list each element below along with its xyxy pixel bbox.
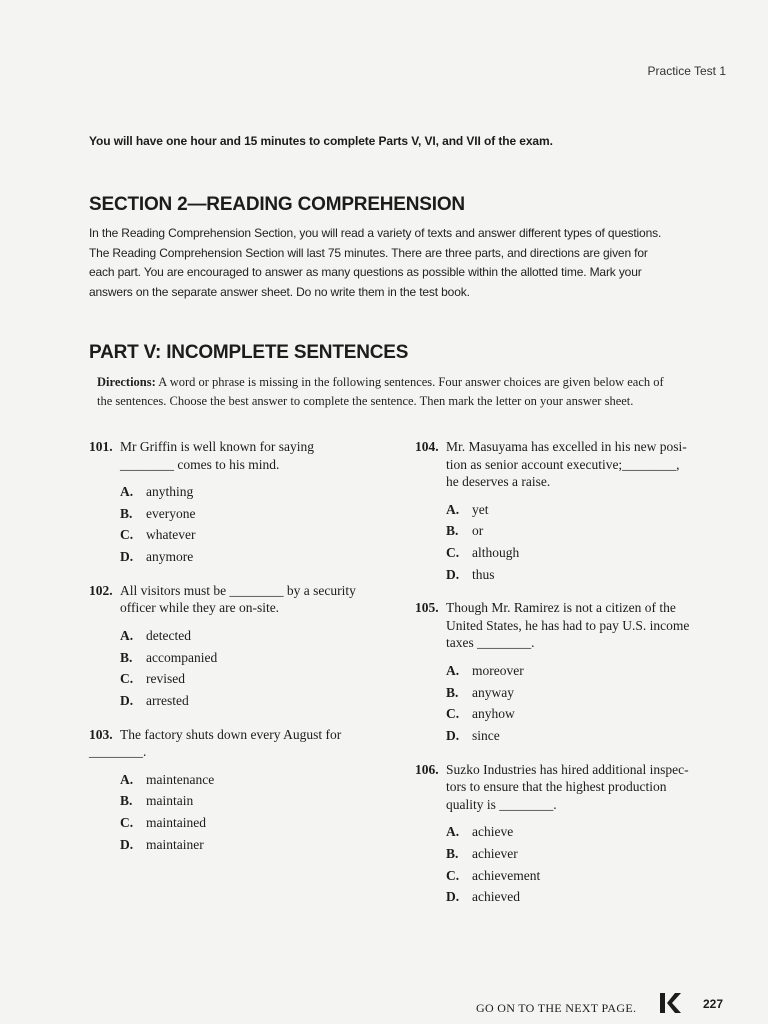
stem-line: tion as senior account executive;________, <box>446 456 680 472</box>
choice-a <box>120 625 389 647</box>
stem-line: quality is ________. <box>446 796 557 812</box>
question-stem <box>415 599 715 652</box>
stem-line: Mr. Masuyama has excelled in his new posi- <box>446 439 687 454</box>
choice-c <box>120 668 389 690</box>
stem-line: ________ comes to his mind. <box>120 456 280 472</box>
choice-text: anymore <box>146 549 194 565</box>
choice-letter: B. <box>446 523 459 539</box>
choice-letter: D. <box>120 549 134 565</box>
choice-text: whatever <box>146 527 196 543</box>
choice-text: maintain <box>146 793 194 809</box>
choice-a <box>446 660 715 682</box>
stem-line: ________. <box>89 744 147 760</box>
choice-letter: A. <box>120 484 134 499</box>
choice-text: maintenance <box>146 771 215 787</box>
choice-letter: D. <box>446 889 460 905</box>
choice-letter: B. <box>446 845 459 861</box>
question-stem <box>415 438 715 491</box>
choice-c <box>446 542 715 564</box>
question-101 <box>89 438 389 568</box>
question-number: 105. <box>415 600 439 616</box>
choice-text: anyhow <box>472 706 515 722</box>
choice-c <box>446 703 715 725</box>
questions-left-column <box>89 438 389 855</box>
choice-text: revised <box>146 671 185 687</box>
choice-letter: C. <box>120 815 134 831</box>
choice-d <box>120 690 389 712</box>
running-head: Practice Test 1 <box>647 64 726 78</box>
choice-b <box>446 520 715 542</box>
choice-b <box>446 682 715 704</box>
answer-choices <box>446 660 715 747</box>
choice-d <box>446 886 715 908</box>
choice-a <box>446 821 715 843</box>
question-stem <box>89 582 389 617</box>
choice-b <box>120 790 389 812</box>
part-title: PART V: INCOMPLETE SENTENCES <box>89 342 409 363</box>
choice-letter: B. <box>120 793 133 809</box>
choice-letter: D. <box>120 692 134 708</box>
choice-letter: A. <box>446 501 460 517</box>
question-stem <box>415 761 715 814</box>
choice-text: anyway <box>472 684 514 700</box>
questions-right-column <box>415 438 715 908</box>
choice-a <box>120 769 389 791</box>
time-note: You will have one hour and 15 minutes to complete Parts V, VI, and VII of the exam. <box>89 134 553 148</box>
choice-text: since <box>472 727 500 743</box>
question-number: 104. <box>415 439 439 454</box>
choice-d <box>120 834 389 856</box>
stem-line: All visitors must be ________ by a security <box>120 582 356 598</box>
choice-letter: A. <box>120 771 134 787</box>
choice-letter: C. <box>446 706 460 722</box>
choice-letter: A. <box>446 824 460 840</box>
section-title: SECTION 2—READING COMPREHENSION <box>89 194 465 215</box>
next-page-note: GO ON TO THE NEXT PAGE. <box>476 1001 637 1015</box>
stem-line: tors to ensure that the highest production <box>446 779 667 795</box>
choice-c <box>446 865 715 887</box>
choice-letter: C. <box>446 544 460 560</box>
choice-a <box>120 481 389 503</box>
question-105 <box>415 599 715 746</box>
choice-d <box>120 546 389 568</box>
choice-a <box>446 499 715 521</box>
question-stem <box>89 438 389 473</box>
stem-line: he deserves a raise. <box>446 474 551 489</box>
stem-line: taxes ________. <box>446 635 535 651</box>
question-text <box>120 582 389 617</box>
question-106 <box>415 761 715 908</box>
choice-text: everyone <box>146 505 196 521</box>
question-text <box>446 599 715 652</box>
question-number: 106. <box>415 761 439 777</box>
choice-text: arrested <box>146 692 189 708</box>
question-number: 101. <box>89 439 113 454</box>
stem-line: Suzko Industries has hired additional inspec- <box>446 761 689 777</box>
question-number: 102. <box>89 582 113 598</box>
choice-text: although <box>472 544 520 560</box>
choice-text: accompanied <box>146 649 218 665</box>
choice-d <box>446 725 715 747</box>
stem-line: Mr Griffin is well known for saying <box>120 439 314 454</box>
question-text <box>120 726 389 744</box>
choice-b <box>120 503 389 525</box>
choice-text: anything <box>146 484 194 499</box>
question-number: 103. <box>89 726 113 742</box>
choice-d <box>446 564 715 586</box>
stem-line: The factory shuts down every August for <box>120 726 342 742</box>
section-intro <box>89 224 709 302</box>
choice-letter: C. <box>446 867 460 883</box>
intro-line: In the Reading Comprehension Section, you will read a variety of texts and answer different types of questions. <box>89 226 662 240</box>
answer-choices <box>120 481 389 568</box>
choice-letter: D. <box>446 727 460 743</box>
stem-line: Though Mr. Ramirez is not a citizen of the <box>446 600 676 616</box>
choice-text: thus <box>472 566 495 582</box>
choice-text: achiever <box>472 845 518 861</box>
kaplan-k-logo-icon <box>659 992 683 1014</box>
question-102 <box>89 582 389 712</box>
choice-letter: B. <box>120 649 133 665</box>
choice-letter: C. <box>120 527 134 543</box>
question-stem <box>89 726 389 744</box>
answer-choices <box>120 625 389 712</box>
directions-line <box>97 373 702 392</box>
directions-line: the sentences. Choose the best answer to complete the sentence. Then mark the letter on your answer sheet. <box>97 394 634 408</box>
choice-b <box>446 843 715 865</box>
choice-c <box>120 812 389 834</box>
stem-line: officer while they are on-site. <box>120 600 280 616</box>
choice-text: maintainer <box>146 836 204 852</box>
choice-letter: D. <box>120 836 134 852</box>
choice-text: maintained <box>146 815 206 831</box>
answer-choices <box>120 769 389 856</box>
choice-text: achievement <box>472 867 541 883</box>
answer-choices <box>446 821 715 908</box>
intro-line: The Reading Comprehension Section will last 75 minutes. There are three parts, and directions are given for <box>89 245 648 260</box>
answer-choices <box>446 499 715 586</box>
choice-b <box>120 647 389 669</box>
question-103 <box>89 726 389 856</box>
question-104 <box>415 438 715 585</box>
directions <box>97 373 702 411</box>
choice-text: detected <box>146 627 191 643</box>
question-text <box>446 761 715 814</box>
stem-line: United States, he has had to pay U.S. income <box>446 617 690 633</box>
directions-label: Directions: <box>97 375 156 389</box>
choice-text: achieved <box>472 889 520 905</box>
question-text <box>120 438 389 473</box>
page-number: 227 <box>703 997 724 1011</box>
choice-letter: B. <box>446 684 459 700</box>
directions-text: A word or phrase is missing in the following sentences. Four answer choices are given below each of <box>155 375 664 389</box>
choice-letter: D. <box>446 566 460 582</box>
choice-text: or <box>472 523 484 539</box>
choice-letter: A. <box>120 627 134 643</box>
choice-letter: A. <box>446 662 460 678</box>
intro-line: each part. You are encouraged to answer as many questions as possible within the allotted time. Mark your <box>89 265 642 279</box>
choice-letter: B. <box>120 505 133 521</box>
choice-c <box>120 524 389 546</box>
choice-text: yet <box>472 501 489 517</box>
choice-letter: C. <box>120 671 134 687</box>
choice-text: achieve <box>472 824 514 840</box>
question-text <box>446 438 715 491</box>
choice-text: moreover <box>472 662 524 678</box>
intro-line: answers on the separate answer sheet. Do no write them in the test book. <box>89 284 470 299</box>
